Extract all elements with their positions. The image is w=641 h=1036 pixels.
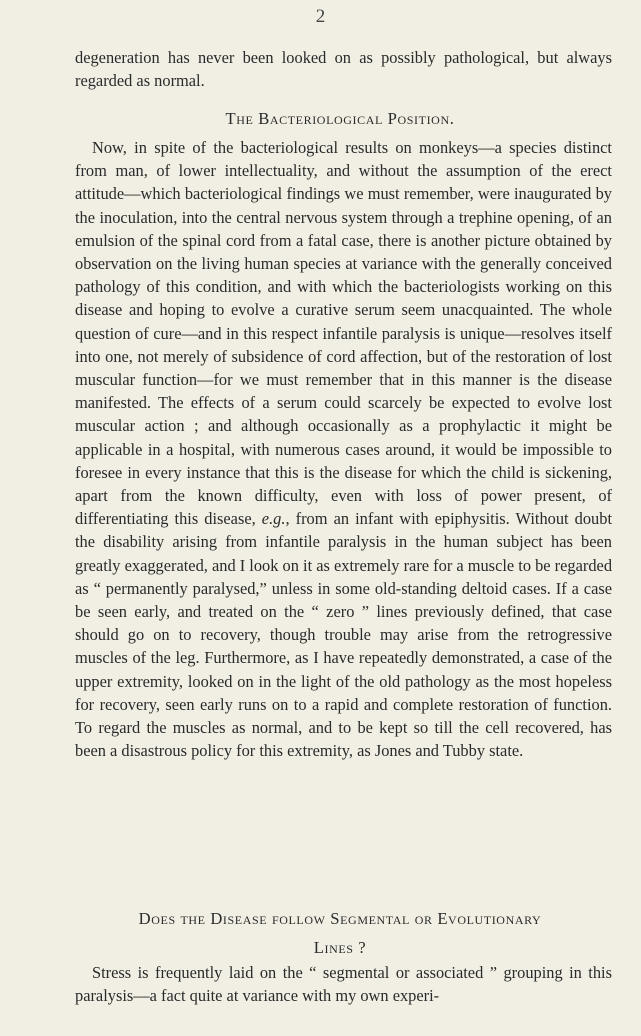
section-heading-bacteriological: The Bacteriological Position.	[225, 109, 455, 128]
paragraph-text: Stress is frequently laid on the “ segmental or associated ” grouping in this paralysis—a fact quite at variance with my own experi-	[75, 963, 612, 1006]
paragraph-text-part: , from an infant with epiphysitis. Without doubt the disability arising from infantile paralysis in the human subject has been greatly exaggerated, and I look on it as extremely rare for a muscle to be regarded as “ permanently paralysed,” unless in some old-standing deltoid cases. If a case be seen early, and treated on the “ zero ” lines previously defined, that case should go on to recovery, though trouble may arise from the retrogressive muscles of the leg. Furthermore, as I have repeatedly demonstrated, a case of the upper extremity, looked on in the light of the old pathology as the most hopeless for recovery, seen early runs on to a rapid and complete restoration of function. To regard the muscles as normal, and to be kept so till the cell recovered, has been a disastrous policy for this extremity, as Jones and Tubby state.	[75, 509, 613, 761]
heading-line: Lines ?	[313, 938, 367, 957]
heading-line: Does the Disease follow Segmental or Evolutionary	[138, 909, 542, 928]
page-number: 2	[315, 6, 326, 27]
paragraph-text: degeneration has never been looked on as possibly pathological, but always regarded as normal.	[75, 48, 612, 91]
paragraph-text	[75, 136, 612, 762]
paragraph-text-part: Now, in spite of the bacteriological results on monkeys—a species distinct from man, of lower intellectuality, and without the assumption of the erect attitude—which bacteriological findings we must remember, were inaugurated by the inoculation, into the central nervous system through a trephine opening, of an emulsion of the spinal cord from a fatal case, there is another picture obtained by observation on the living human species at variance with the generally conceived pathology of this condition, and with which the bacteriologists working on this disease and hoping to evolve a curative serum seem unacquainted. The whole question of cure—and in this respect infantile paralysis is unique—resolves itself into one, not merely of subsidence of cord affection, but of the restoration of lost muscular function—for we must remember that in this manner is the disease manifested. The effects of a serum could scarcely be expected to evolve lost muscular action ; and although occasionally as a prophylactic it might be applicable in a hospital, with numerous cases around, it would be impossible to foresee in every instance that this is the disease for which the child is sickening, apart from the known difficulty, even with loss of power present, of differentiating this disease,	[75, 138, 612, 529]
paragraph-continuation	[75, 46, 612, 92]
paragraph-stress	[75, 961, 612, 1007]
section-heading-segmental	[60, 904, 620, 962]
paragraph-main	[75, 136, 612, 762]
italic-abbreviation: e.g.	[261, 509, 286, 529]
